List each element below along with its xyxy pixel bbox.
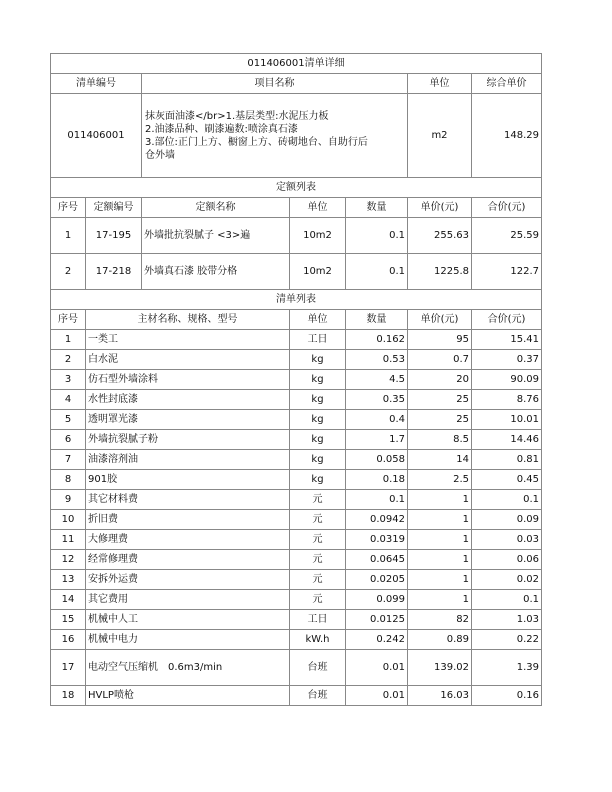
item-row — [51, 94, 542, 178]
material-no: 18 — [51, 686, 86, 706]
material-name: 经常修理费 — [86, 550, 290, 570]
material-name: 仿石型外墙涂料 — [86, 370, 290, 390]
item-description-line: 仓外墙 — [145, 149, 175, 161]
item-description — [142, 94, 408, 178]
material-qty: 0.01 — [346, 686, 408, 706]
material-column-header: 合价(元) — [472, 310, 542, 330]
material-qty: 0.4 — [346, 410, 408, 430]
quota-name: 外墙批抗裂腻子 <3>遍 — [142, 218, 290, 254]
material-row — [51, 410, 542, 430]
material-name: HVLP喷枪 — [86, 686, 290, 706]
material-total: 90.09 — [472, 370, 542, 390]
material-row — [51, 330, 542, 350]
material-unit: kg — [290, 470, 346, 490]
material-total: 8.76 — [472, 390, 542, 410]
material-no: 2 — [51, 350, 86, 370]
material-no: 14 — [51, 590, 86, 610]
material-total: 1.03 — [472, 610, 542, 630]
material-unit: 工日 — [290, 330, 346, 350]
material-unit: kg — [290, 450, 346, 470]
material-qty: 0.0205 — [346, 570, 408, 590]
material-unit: 元 — [290, 510, 346, 530]
material-row — [51, 510, 542, 530]
material-total: 0.81 — [472, 450, 542, 470]
quota-column-header: 序号 — [51, 198, 86, 218]
material-section-title-row — [51, 290, 542, 310]
material-name: 机械中人工 — [86, 610, 290, 630]
material-no: 13 — [51, 570, 86, 590]
quota-no: 2 — [51, 254, 86, 290]
material-unit: 元 — [290, 570, 346, 590]
material-name: 白水泥 — [86, 350, 290, 370]
material-total: 0.45 — [472, 470, 542, 490]
material-row — [51, 390, 542, 410]
material-row — [51, 470, 542, 490]
material-unit: 元 — [290, 490, 346, 510]
material-unit: 台班 — [290, 650, 346, 686]
material-price: 0.7 — [408, 350, 472, 370]
quota-unit: 10m2 — [290, 254, 346, 290]
material-row — [51, 430, 542, 450]
material-qty: 0.242 — [346, 630, 408, 650]
material-no: 3 — [51, 370, 86, 390]
material-row — [51, 450, 542, 470]
material-price: 16.03 — [408, 686, 472, 706]
quota-column-header: 合价(元) — [472, 198, 542, 218]
material-unit: 台班 — [290, 686, 346, 706]
quota-section-title-row — [51, 178, 542, 198]
unit-header: 单位 — [408, 74, 472, 94]
material-qty: 0.099 — [346, 590, 408, 610]
material-price: 1 — [408, 510, 472, 530]
material-price: 1 — [408, 570, 472, 590]
quota-code: 17-195 — [86, 218, 142, 254]
quota-column-header: 定额编号 — [86, 198, 142, 218]
material-unit: 工日 — [290, 610, 346, 630]
material-row — [51, 570, 542, 590]
material-price: 25 — [408, 410, 472, 430]
material-qty: 0.1 — [346, 490, 408, 510]
code-header: 清单编号 — [51, 74, 142, 94]
material-row — [51, 630, 542, 650]
material-qty: 0.53 — [346, 350, 408, 370]
material-name: 一类工 — [86, 330, 290, 350]
material-price: 0.89 — [408, 630, 472, 650]
quota-column-header: 单位 — [290, 198, 346, 218]
material-name: 安拆外运费 — [86, 570, 290, 590]
material-unit: 元 — [290, 590, 346, 610]
quota-name: 外墙真石漆 胶带分格 — [142, 254, 290, 290]
material-qty: 0.35 — [346, 390, 408, 410]
material-total: 0.06 — [472, 550, 542, 570]
material-unit: kg — [290, 410, 346, 430]
material-column-header: 数量 — [346, 310, 408, 330]
item-description-line: 2.油漆品种、刷漆遍数:喷涂真石漆 — [145, 123, 298, 135]
material-no: 6 — [51, 430, 86, 450]
material-row — [51, 590, 542, 610]
material-row — [51, 370, 542, 390]
material-no: 4 — [51, 390, 86, 410]
material-unit: 元 — [290, 530, 346, 550]
material-name: 折旧费 — [86, 510, 290, 530]
material-price: 2.5 — [408, 470, 472, 490]
material-column-header: 单价(元) — [408, 310, 472, 330]
material-qty: 0.162 — [346, 330, 408, 350]
material-total: 0.1 — [472, 490, 542, 510]
material-total: 0.03 — [472, 530, 542, 550]
material-price: 1 — [408, 530, 472, 550]
material-row — [51, 350, 542, 370]
material-total: 0.16 — [472, 686, 542, 706]
item-code: 011406001 — [51, 94, 142, 178]
sheet-title: 011406001清单详细 — [51, 54, 542, 74]
material-no: 7 — [51, 450, 86, 470]
quota-row — [51, 254, 542, 290]
material-qty: 1.7 — [346, 430, 408, 450]
material-price: 1 — [408, 550, 472, 570]
material-total: 0.02 — [472, 570, 542, 590]
material-header-row — [51, 310, 542, 330]
material-unit: 元 — [290, 550, 346, 570]
material-no: 11 — [51, 530, 86, 550]
material-qty: 0.058 — [346, 450, 408, 470]
quota-section-title: 定额列表 — [51, 178, 542, 198]
quota-column-header: 数量 — [346, 198, 408, 218]
quota-header-row — [51, 198, 542, 218]
quota-total: 25.59 — [472, 218, 542, 254]
quota-price: 255.63 — [408, 218, 472, 254]
material-column-header: 主材名称、规格、型号 — [86, 310, 290, 330]
quota-column-header: 单价(元) — [408, 198, 472, 218]
material-total: 0.09 — [472, 510, 542, 530]
quota-unit: 10m2 — [290, 218, 346, 254]
material-price: 82 — [408, 610, 472, 630]
material-qty: 4.5 — [346, 370, 408, 390]
material-name: 其它材料费 — [86, 490, 290, 510]
material-no: 15 — [51, 610, 86, 630]
quota-total: 122.7 — [472, 254, 542, 290]
material-qty: 0.0319 — [346, 530, 408, 550]
material-no: 9 — [51, 490, 86, 510]
item-unit: m2 — [408, 94, 472, 178]
quota-price: 1225.8 — [408, 254, 472, 290]
material-price: 25 — [408, 390, 472, 410]
material-total: 1.39 — [472, 650, 542, 686]
price-header: 综合单价 — [472, 74, 542, 94]
material-total: 15.41 — [472, 330, 542, 350]
material-name: 透明罩光漆 — [86, 410, 290, 430]
material-unit: kg — [290, 370, 346, 390]
item-description-line: 抹灰面油漆</br>1.基层类型:水泥压力板 — [145, 110, 329, 122]
quota-qty: 0.1 — [346, 254, 408, 290]
boq-detail-table — [50, 53, 542, 706]
material-name: 其它费用 — [86, 590, 290, 610]
material-row — [51, 686, 542, 706]
material-name: 大修理费 — [86, 530, 290, 550]
material-no: 12 — [51, 550, 86, 570]
item-header-row — [51, 74, 542, 94]
quota-qty: 0.1 — [346, 218, 408, 254]
quota-code: 17-218 — [86, 254, 142, 290]
quota-row — [51, 218, 542, 254]
material-qty: 0.01 — [346, 650, 408, 686]
material-column-header: 序号 — [51, 310, 86, 330]
material-name: 电动空气压缩机 0.6m3/min — [86, 650, 290, 686]
material-no: 1 — [51, 330, 86, 350]
material-unit: kg — [290, 350, 346, 370]
title-row — [51, 54, 542, 74]
material-price: 20 — [408, 370, 472, 390]
material-qty: 0.18 — [346, 470, 408, 490]
material-section-title: 清单列表 — [51, 290, 542, 310]
material-no: 8 — [51, 470, 86, 490]
material-total: 0.37 — [472, 350, 542, 370]
material-name: 油漆溶剂油 — [86, 450, 290, 470]
material-price: 1 — [408, 490, 472, 510]
name-header: 项目名称 — [142, 74, 408, 94]
material-name: 外墙抗裂腻子粉 — [86, 430, 290, 450]
material-row — [51, 490, 542, 510]
material-name: 机械中电力 — [86, 630, 290, 650]
quota-column-header: 定额名称 — [142, 198, 290, 218]
material-total: 0.1 — [472, 590, 542, 610]
material-no: 10 — [51, 510, 86, 530]
material-column-header: 单位 — [290, 310, 346, 330]
material-row — [51, 530, 542, 550]
material-price: 8.5 — [408, 430, 472, 450]
material-no: 5 — [51, 410, 86, 430]
material-unit: kW.h — [290, 630, 346, 650]
material-no: 17 — [51, 650, 86, 686]
material-total: 10.01 — [472, 410, 542, 430]
quota-no: 1 — [51, 218, 86, 254]
material-name: 水性封底漆 — [86, 390, 290, 410]
material-price: 139.02 — [408, 650, 472, 686]
boq-detail-sheet — [50, 53, 541, 706]
material-row — [51, 610, 542, 630]
material-total: 14.46 — [472, 430, 542, 450]
material-price: 14 — [408, 450, 472, 470]
material-price: 1 — [408, 590, 472, 610]
material-row — [51, 550, 542, 570]
material-unit: kg — [290, 430, 346, 450]
material-qty: 0.0125 — [346, 610, 408, 630]
material-row — [51, 650, 542, 686]
material-unit: kg — [290, 390, 346, 410]
material-price: 95 — [408, 330, 472, 350]
material-no: 16 — [51, 630, 86, 650]
material-qty: 0.0645 — [346, 550, 408, 570]
material-qty: 0.0942 — [346, 510, 408, 530]
material-name: 901胶 — [86, 470, 290, 490]
item-price: 148.29 — [472, 94, 542, 178]
material-total: 0.22 — [472, 630, 542, 650]
item-description-line: 3.部位:正门上方、橱窗上方、砖砌地台、自助行后 — [145, 136, 368, 148]
